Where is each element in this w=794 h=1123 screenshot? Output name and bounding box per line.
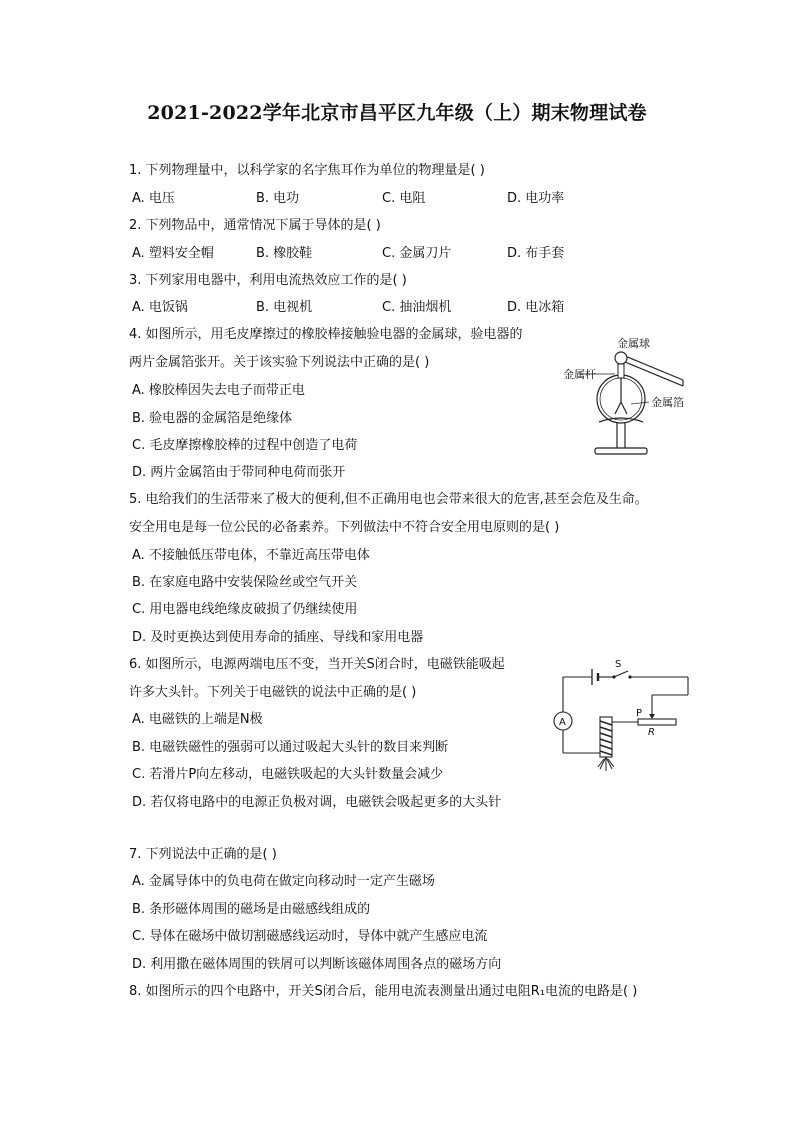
question-5-option-b: B. 在家庭电路中安装保险丝或空气开关: [132, 575, 358, 590]
question-2-stem: 2. 下列物品中，通常情况下属于导体的是( ): [129, 218, 381, 233]
ammeter-label: A: [559, 717, 566, 728]
question-7-option-d: D. 利用撒在磁体周围的铁屑可以判断该磁体周围各点的磁场方向: [132, 957, 502, 972]
question-5-option-a: A. 不接触低压带电体，不靠近高压带电体: [132, 548, 370, 563]
metal-rod: [618, 364, 624, 378]
question-2-option-d: D. 布手套: [507, 246, 565, 261]
question-3-stem: 3. 下列家用电器中，利用电流热效应工作的是( ): [129, 273, 407, 288]
label-metal-rod: 金属杆: [563, 368, 596, 381]
question-6-stem: 6. 如图所示，电源两端电压不变，当开关S闭合时，电磁铁能吸起: [129, 657, 505, 672]
electromagnet-circuit-figure: [548, 655, 698, 780]
question-2-option-b: B. 橡胶鞋: [256, 246, 313, 261]
question-1-option-d: D. 电功率: [507, 191, 565, 206]
question-5-stem: 5. 电给我们的生活带来了极大的便利,但不正确用电也会带来很大的危害,甚至会危及生命。: [129, 492, 648, 507]
stand-base: [595, 448, 647, 454]
question-7-stem: 7. 下列说法中正确的是( ): [129, 847, 277, 862]
slider-label: P: [636, 708, 643, 719]
question-3-option-b: B. 电视机: [256, 300, 313, 315]
question-6-option-c: C. 若滑片P向左移动，电磁铁吸起的大头针数量会减少: [132, 767, 444, 782]
question-4-option-c: C. 毛皮摩擦橡胶棒的过程中创造了电荷: [132, 438, 358, 453]
metal-foil-left: [615, 402, 621, 414]
slider-p: [649, 714, 655, 719]
question-4-option-a: A. 橡胶棒因失去电子而带正电: [132, 383, 305, 398]
question-1-option-b: B. 电功: [256, 191, 300, 206]
rheostat-r: [638, 719, 676, 725]
label-metal-foil: 金属箔: [651, 396, 684, 409]
rubber-rod: [625, 356, 683, 386]
question-2-option-a: A. 塑料安全帽: [132, 246, 214, 261]
metal-foil-right: [621, 402, 627, 414]
switch-label: S: [615, 659, 622, 670]
question-7-option-a: A. 金属导体中的负电荷在做定向移动时一定产生磁场: [132, 874, 435, 889]
question-6-option-b: B. 电磁铁磁性的强弱可以通过吸起大头针的数目来判断: [132, 740, 449, 755]
question-4-stem: 4. 如图所示，用毛皮摩擦过的橡胶棒接触验电器的金属球，验电器的: [129, 327, 523, 342]
rheostat-label: R: [648, 727, 655, 738]
question-1-option-c: C. 电阻: [382, 191, 426, 206]
question-4-option-d: D. 两片金属箔由于带同种电荷而张开: [132, 465, 346, 480]
question-5-option-d: D. 及时更换达到使用寿命的插座、导线和家用电器: [132, 630, 424, 645]
question-8-stem: 8. 如图所示的四个电路中，开关S闭合后，能用电流表测量出通过电阻R₁电流的电路是( ): [129, 984, 638, 999]
question-6-stem-cont: 许多大头针。下列关于电磁铁的说法中正确的是( ): [129, 685, 417, 700]
pins: [598, 757, 614, 771]
question-2-option-c: C. 金属刀片: [382, 246, 452, 261]
question-1-option-a: A. 电压: [132, 191, 175, 206]
switch-s: [612, 659, 631, 679]
question-6-option-d: D. 若仅将电路中的电源正负极对调，电磁铁会吸起更多的大头针: [132, 795, 502, 810]
question-7-option-b: B. 条形磁体周围的磁场是由磁感线组成的: [132, 902, 371, 917]
battery: [592, 669, 598, 685]
ammeter: [554, 712, 572, 730]
question-1-stem: 1. 下列物理量中，以科学家的名字焦耳作为单位的物理量是( ): [129, 163, 485, 178]
label-metal-ball: 金属球: [617, 337, 650, 350]
question-5-option-c: C. 用电器电线绝缘皮破损了仍继续使用: [132, 602, 358, 617]
question-7-option-c: C. 导体在磁场中做切割磁感线运动时，导体中就产生感应电流: [132, 929, 488, 944]
electromagnet: [600, 717, 612, 757]
question-4-option-b: B. 验电器的金属箔是绝缘体: [132, 411, 293, 426]
page-title: 2021-2022学年北京市昌平区九年级（上）期末物理试卷: [147, 102, 647, 124]
electroscope-figure: [555, 330, 715, 470]
metal-ball: [615, 352, 627, 364]
question-4-stem-cont: 两片金属箔张开。关于该实验下列说法中正确的是( ): [129, 355, 430, 370]
question-3-option-c: C. 抽油烟机: [382, 300, 452, 315]
question-3-option-d: D. 电冰箱: [507, 300, 565, 315]
question-6-option-a: A. 电磁铁的上端是N极: [132, 712, 263, 727]
question-5-stem-cont: 安全用电是每一位公民的必备素养。下列做法中不符合安全用电原则的是( ): [129, 520, 560, 535]
question-3-option-a: A. 电饭锅: [132, 300, 188, 315]
